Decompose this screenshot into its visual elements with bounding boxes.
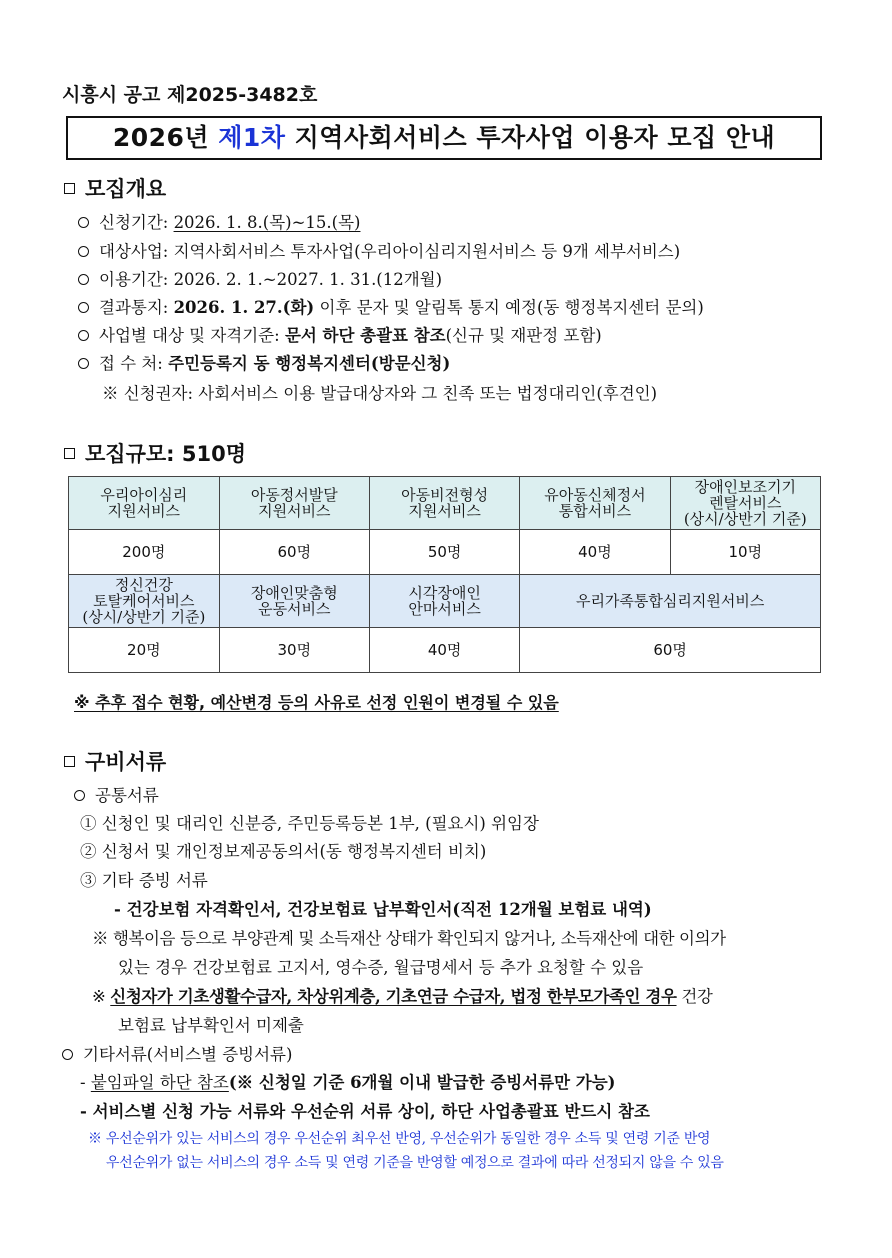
table-row — [69, 628, 821, 673]
table-header-cell: 장애인보조기기 렌탈서비스 (상시/상반기 기준) — [670, 477, 820, 530]
table-row — [69, 477, 821, 530]
overview-period: 신청기간: 2026. 1. 8.(목)~15.(목) — [78, 209, 360, 233]
table-value-cell: 30명 — [219, 628, 369, 673]
circle-bullet-icon — [78, 358, 89, 369]
other-doc-item: - 붙임파일 하단 참조(※ 신청일 기준 6개월 이내 발급한 증빙서류만 가능) — [80, 1073, 616, 1092]
common-docs-title: 공통서류 — [74, 782, 159, 806]
recruitment-scale-table — [68, 476, 821, 673]
table-header-cell: 우리아이심리 지원서비스 — [69, 477, 220, 530]
square-bullet-icon — [64, 448, 75, 459]
priority-note-cont: 우선순위가 없는 서비스의 경우 소득 및 연령 기준을 반영할 예정으로 결과에 따라 선정되지 않을 수 있음 — [106, 1155, 724, 1171]
scale-heading: 모집규모: 510명 — [64, 438, 246, 468]
table-header-cell: 우리가족통합심리지원서비스 — [520, 575, 821, 628]
overview-result: 결과통지: 2026. 1. 27.(화) 이후 문자 및 알림톡 통지 예정(동 행정복지센터 문의) — [78, 294, 704, 318]
table-row — [69, 575, 821, 628]
overview-applicant-note: ※ 신청권자: 사회서비스 이용 발급대상자와 그 친족 또는 법정대리인(후견인) — [102, 384, 658, 403]
table-header-cell: 유아동신체정서 통합서비스 — [520, 477, 670, 530]
circle-bullet-icon — [74, 790, 85, 801]
square-bullet-icon — [64, 756, 75, 767]
overview-criteria: 사업별 대상 및 자격기준: 문서 하단 총괄표 참조(신규 및 재판정 포함) — [78, 322, 602, 346]
documents-heading: 구비서류 — [64, 746, 166, 776]
doc-note: ※ 행복이음 등으로 부양관계 및 소득재산 상태가 확인되지 않거나, 소득재산에 대한 이의가 — [92, 929, 726, 948]
common-doc-subitem: - 건강보험 자격확인서, 건강보험료 납부확인서(직전 12개월 보험료 내역) — [114, 900, 652, 919]
square-bullet-icon — [64, 183, 75, 194]
table-header-cell: 장애인맞춤형 운동서비스 — [219, 575, 369, 628]
table-value-cell: 20명 — [69, 628, 220, 673]
table-value-cell: 60명 — [520, 628, 821, 673]
circle-bullet-icon — [62, 1049, 73, 1060]
title-prefix: 2026년 — [112, 123, 219, 152]
table-value-cell: 200명 — [69, 530, 220, 575]
notice-number: 시흥시 공고 제2025-3482호 — [62, 84, 318, 106]
overview-usage: 이용기간: 2026. 2. 1.~2027. 1. 31.(12개월) — [78, 266, 442, 290]
overview-place: 접 수 처: 주민등록지 동 행정복지센터(방문신청) — [78, 350, 450, 374]
table-header-cell: 정신건강 토탈케어서비스 (상시/상반기 기준) — [69, 575, 220, 628]
circle-bullet-icon — [78, 246, 89, 257]
table-value-cell: 60명 — [219, 530, 369, 575]
circle-bullet-icon — [78, 217, 89, 228]
table-header-cell: 아동정서발달 지원서비스 — [219, 477, 369, 530]
table-value-cell: 10명 — [670, 530, 820, 575]
overview-target: 대상사업: 지역사회서비스 투자사업(우리아이심리지원서비스 등 9개 세부서비스) — [78, 238, 680, 262]
table-header-cell: 시각장애인 안마서비스 — [369, 575, 519, 628]
title-round: 제1차 — [218, 123, 286, 152]
table-row — [69, 530, 821, 575]
table-value-cell: 50명 — [369, 530, 519, 575]
scale-note: ※ 추후 접수 현황, 예산변경 등의 사유로 선정 인원이 변경될 수 있음 — [74, 693, 559, 712]
circle-bullet-icon — [78, 274, 89, 285]
table-value-cell: 40명 — [369, 628, 519, 673]
overview-heading: 모집개요 — [64, 173, 166, 203]
common-doc-item: ① 신청인 및 대리인 신분증, 주민등록등본 1부, (필요시) 위임장 — [80, 814, 539, 833]
doc-note-cont: 있는 경우 건강보험료 고지서, 영수증, 월급명세서 등 추가 요청할 수 있음 — [118, 958, 644, 977]
common-doc-item: ② 신청서 및 개인정보제공동의서(동 행정복지센터 비치) — [80, 842, 487, 861]
doc-note-cont: 보험료 납부확인서 미제출 — [118, 1016, 304, 1035]
other-docs-title: 기타서류(서비스별 증빙서류) — [62, 1041, 292, 1065]
page-title — [66, 116, 822, 160]
doc-note: ※ 신청자가 기초생활수급자, 차상위계층, 기초연금 수급자, 법정 한부모가족인 경우 건강 — [92, 987, 713, 1006]
circle-bullet-icon — [78, 330, 89, 341]
title-suffix: 지역사회서비스 투자사업 이용자 모집 안내 — [285, 123, 776, 152]
other-doc-item: - 서비스별 신청 가능 서류와 우선순위 서류 상이, 하단 사업총괄표 반드시 참조 — [80, 1102, 650, 1121]
priority-note: ※ 우선순위가 있는 서비스의 경우 우선순위 최우선 반영, 우선순위가 동일한 경우 소득 및 연령 기준 반영 — [88, 1131, 711, 1147]
circle-bullet-icon — [78, 302, 89, 313]
table-value-cell: 40명 — [520, 530, 670, 575]
table-header-cell: 아동비전형성 지원서비스 — [369, 477, 519, 530]
common-doc-item: ③ 기타 증빙 서류 — [80, 871, 208, 890]
